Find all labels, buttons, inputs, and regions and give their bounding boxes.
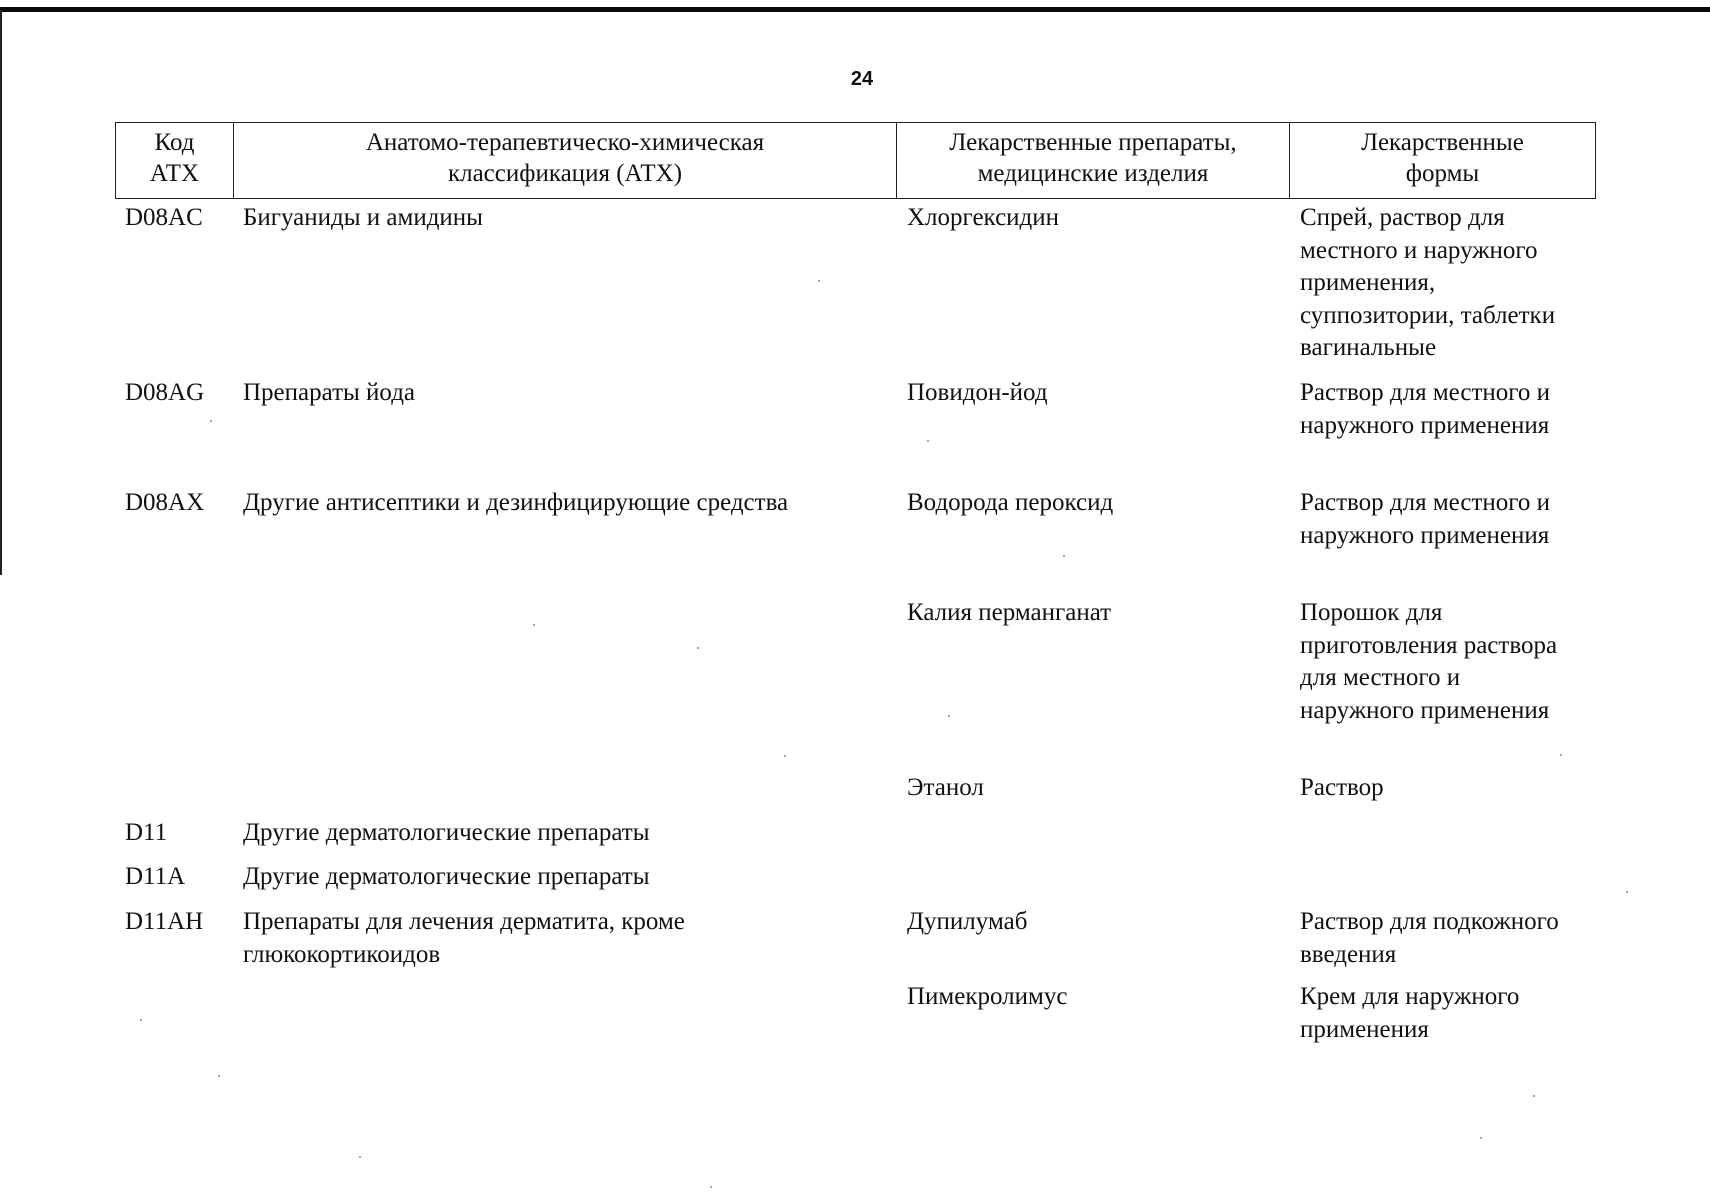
scan-speck <box>1063 555 1065 557</box>
scan-speck <box>948 715 950 717</box>
scan-speck <box>1626 891 1628 893</box>
scan-speck <box>359 1156 361 1158</box>
cell-form: Раствор для подкожного введения <box>1300 908 1559 968</box>
page-top-border <box>0 7 1710 12</box>
cell-form: Порошок для приготовления раствора для местного и наружного применения <box>1300 599 1558 724</box>
cell-classification: Препараты для лечения дерматита, кроме глюкокортикоидов <box>243 908 685 968</box>
scan-speck <box>818 280 820 282</box>
cell-code: D11AH <box>125 908 204 935</box>
cell-classification: Препараты йода <box>243 379 416 406</box>
table-header <box>115 122 1596 199</box>
cell-drug: Пимекролимус <box>907 983 1068 1010</box>
cell-classification: Другие дерматологические препараты <box>243 819 650 846</box>
scan-speck <box>1533 1095 1535 1097</box>
cell-code: D11 <box>125 819 168 846</box>
header-drugs: Лекарственные препараты, медицинские изделия <box>897 123 1290 198</box>
cell-code: D08AC <box>125 204 203 231</box>
cell-drug: Этанол <box>907 774 984 801</box>
scan-speck <box>927 440 929 442</box>
scan-speck <box>784 755 786 757</box>
cell-drug: Калия перманганат <box>907 599 1112 626</box>
scan-speck <box>210 420 212 422</box>
cell-drug: Хлоргексидин <box>907 204 1060 231</box>
page-left-border <box>0 10 2 575</box>
scan-speck <box>218 1075 220 1077</box>
cell-classification: Другие дерматологические препараты <box>243 863 650 890</box>
cell-drug: Повидон-йод <box>907 379 1048 406</box>
scan-speck <box>1480 1137 1482 1139</box>
scan-speck <box>533 624 535 626</box>
cell-form: Раствор для местного и наружного применения <box>1300 379 1551 439</box>
header-forms: Лекарственные формы <box>1361 129 1524 187</box>
cell-classification: Другие антисептики и дезинфицирующие средства <box>243 489 789 516</box>
cell-code: D11A <box>125 863 186 890</box>
cell-code: D08AX <box>125 489 205 516</box>
cell-form: Раствор <box>1300 774 1384 801</box>
cell-form: Крем для наружного применения <box>1300 983 1520 1043</box>
scan-speck <box>710 1186 712 1188</box>
cell-drug: Водорода пероксид <box>907 489 1114 516</box>
cell-classification: Бигуаниды и амидины <box>243 204 483 231</box>
cell-form: Раствор для местного и наружного применения <box>1300 489 1551 549</box>
scan-speck <box>697 647 699 649</box>
cell-form: Спрей, раствор для местного и наружного применения, суппозитории, таблетки вагинальные <box>1300 204 1556 361</box>
header-classification: Анатомо-терапевтическо-химическая классификация (АТХ) <box>234 123 897 198</box>
scan-speck <box>1560 754 1562 756</box>
cell-drug: Дупилумаб <box>907 908 1028 935</box>
header-code: Код АТХ <box>116 123 234 198</box>
cell-code: D08AG <box>125 379 205 406</box>
page-number: 24 <box>850 68 874 90</box>
scan-speck <box>140 1019 142 1021</box>
